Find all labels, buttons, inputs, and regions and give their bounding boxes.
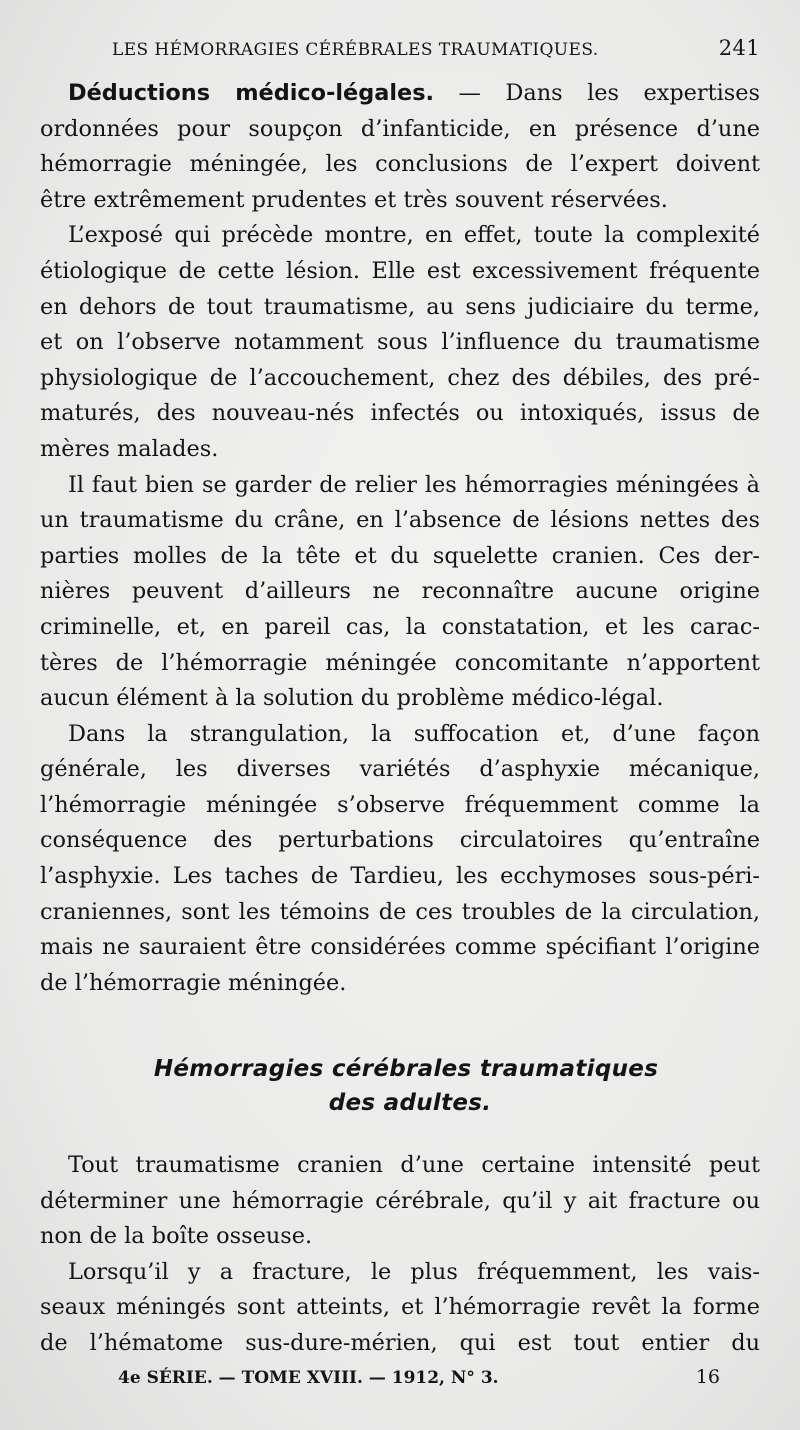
- text-line: mais ne sauraient être considérées comme spécifiant l’origine: [40, 934, 760, 961]
- series-info: 4e SÉRIE. — TOME XVIII. — 1912, N° 3.: [118, 1368, 499, 1388]
- text-line: générale, les diverses variétés d’asphyxie mécanique,: [40, 756, 760, 783]
- text-line: étiologique de cette lésion. Elle est excessivement fréquente: [40, 257, 760, 284]
- paragraph-fracture: [40, 1255, 760, 1362]
- text-line: hémorragie méningée, les conclusions de l’expert doivent: [40, 151, 760, 178]
- section-heading: [40, 1052, 760, 1120]
- text-line: en dehors de tout traumatisme, au sens judiciaire du terme,: [40, 293, 760, 320]
- text-line: L’exposé qui précède montre, en effet, toute la complexité: [68, 222, 760, 249]
- text-line: seaux méningés sont atteints, et l’hémorragie revêt la forme: [40, 1294, 760, 1321]
- text-line: maturés, des nouveau-nés infectés ou intoxiqués, issus de: [40, 400, 760, 427]
- text-line: criminelle, et, en pareil cas, la constatation, et les carac-: [40, 613, 760, 640]
- text-line: l’hémorragie méningée s’observe fréquemment comme la: [40, 791, 760, 818]
- text-line: et on l’observe notamment sous l’influence du traumatisme: [40, 329, 760, 356]
- paragraph-garder: [40, 468, 760, 717]
- paragraph-traumatisme: [40, 1148, 760, 1255]
- paragraph-strangulation: [40, 717, 760, 1002]
- paragraph-deductions: [40, 76, 760, 218]
- page-footer: [118, 1366, 720, 1388]
- text-line: l’asphyxie. Les taches de Tardieu, les ecchymoses sous-péri-: [40, 863, 760, 890]
- text-line: aucun élément à la solution du problème médico-légal.: [40, 685, 664, 712]
- section-text: [40, 1148, 760, 1362]
- paragraph-expose: [40, 218, 760, 467]
- running-header: [112, 36, 760, 60]
- text-line: ordonnées pour soupçon d’infanticide, en présence d’une: [40, 115, 760, 142]
- running-title: LES HÉMORRAGIES CÉRÉBRALES TRAUMATIQUES.: [112, 40, 599, 60]
- text-line: de l’hémorragie méningée.: [40, 969, 347, 996]
- text-line: Déductions médico-légales. — Dans les expertises: [68, 80, 761, 106]
- text-line: conséquence des perturbations circulatoires qu’entraîne: [40, 827, 760, 854]
- text-line: un traumatisme du crâne, en l’absence de lésions nettes des: [40, 507, 760, 534]
- text-line: Tout traumatisme cranien d’une certaine intensité peut: [68, 1152, 760, 1178]
- page-number: 241: [718, 36, 760, 60]
- signature-mark: 16: [695, 1366, 720, 1388]
- section-lead: Déductions médico-légales.: [68, 80, 435, 106]
- text-line: déterminer une hémorragie cérébrale, qu’il y ait fracture ou: [40, 1187, 760, 1214]
- section-title-line2: des adultes.: [328, 1090, 492, 1116]
- section-title-line1: Hémorragies cérébrales traumatiques: [153, 1056, 659, 1082]
- text-line: tères de l’hémorragie méningée concomitante n’apportent: [40, 649, 760, 676]
- text-line: être extrêmement prudentes et très souvent réservées.: [40, 186, 668, 213]
- text-line: de l’hématome sus-dure-mérien, qui est tout entier du: [40, 1329, 760, 1356]
- text-line: parties molles de la tête et du squelette cranien. Ces der-: [40, 542, 760, 569]
- text-line: Dans la strangulation, la suffocation et, d’une façon: [68, 720, 760, 747]
- text-line: physiologique de l’accouchement, chez des débiles, des pré-: [40, 364, 760, 391]
- text-line: Il faut bien se garder de relier les hémorragies méningées à: [68, 471, 760, 498]
- text-line: nières peuvent d’ailleurs ne reconnaître aucune origine: [40, 578, 760, 605]
- text-line: mères malades.: [40, 435, 219, 462]
- text-line: non de la boîte osseuse.: [40, 1223, 313, 1250]
- text-line: Lorsqu’il y a fracture, le plus fréquemment, les vais-: [68, 1258, 760, 1285]
- text-line: craniennes, sont les témoins de ces troubles de la circulation,: [40, 898, 760, 925]
- main-text: [40, 76, 760, 1001]
